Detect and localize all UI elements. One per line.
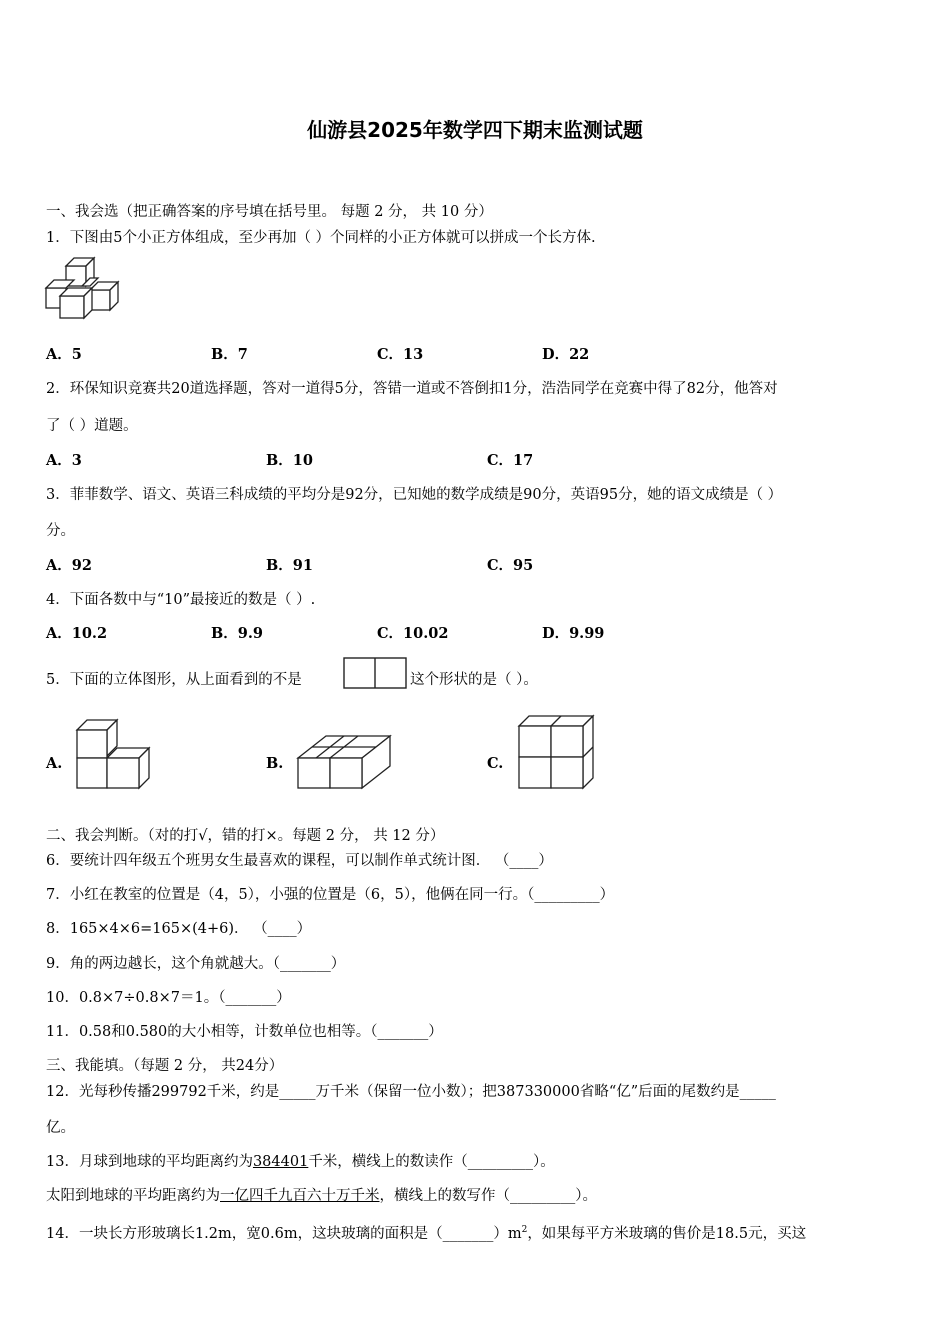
q4-option-d: D．9.99	[542, 625, 605, 642]
question-5-part-a: 5．下面的立体图形，从上面看到的不是	[46, 672, 302, 688]
question-9: 9．角的两边越长，这个角就越大。（_______）	[46, 956, 346, 972]
q5-figure-a	[75, 716, 155, 792]
q13-text-a2: 千米，横线上的数读作（_________）。	[308, 1154, 555, 1170]
question-3-line-2: 分。	[46, 523, 75, 539]
q4-option-c: C．10.02	[377, 625, 449, 642]
q5-figure-c	[517, 714, 597, 792]
question-12-line-1: 12．光每秒传播299792千米，约是_____万千米（保留一位小数）；把387330000省略“亿”后面的尾数约是_____	[46, 1084, 776, 1100]
q4-option-a: A．10.2	[46, 625, 108, 642]
q1-option-a: A．5	[46, 346, 82, 363]
question-3-line-1: 3．菲菲数学、语文、英语三科成绩的平均分是92分，已知她的数学成绩是90分，英语95分，她的语文成绩是（ ）	[46, 487, 783, 503]
question-14	[46, 1220, 806, 1244]
q14-text-b: ，如果每平方米玻璃的售价是18.5元，买这	[527, 1225, 807, 1242]
question-5-part-b: 这个形状的是（ ）。	[410, 672, 538, 688]
question-8: 8．165×4×6=165×(4+6)． （____）	[46, 921, 312, 937]
q5-top-view-shape	[343, 657, 407, 689]
q1-cube-figure	[44, 256, 124, 322]
q5-option-a: A.	[46, 755, 63, 772]
q14-text-a: 14．一块长方形玻璃长1.2m，宽0.6m，这块玻璃的面积是（_______）m	[46, 1225, 522, 1242]
page-title: 仙游县2025年数学四下期末监测试题	[307, 118, 643, 142]
q13-text-a1: 13．月球到地球的平均距离约为	[46, 1154, 253, 1170]
q5-option-b: B.	[266, 755, 284, 772]
q1-option-d: D．22	[542, 346, 590, 363]
question-12-line-2: 亿。	[46, 1120, 75, 1136]
q2-option-c: C．17	[487, 452, 534, 469]
question-2-line-2: 了（ ）道题。	[46, 418, 138, 434]
q4-option-b: B．9.9	[211, 625, 263, 642]
question-2-line-1: 2．环保知识竞赛共20道选择题，答对一道得5分，答错一道或不答倒扣1分，浩浩同学在竞赛中得了82分，他答对	[46, 381, 778, 397]
q1-option-c: C．13	[377, 346, 424, 363]
question-11: 11．0.58和0.580的大小相等，计数单位也相等。（_______）	[46, 1024, 443, 1040]
question-4: 4．下面各数中与“10”最接近的数是（ ）.	[46, 592, 316, 608]
q14-superscript: 2	[521, 1225, 528, 1235]
section-1-heading: 一、我会选（把正确答案的序号填在括号里。 每题 2 分， 共 10 分）	[46, 204, 493, 220]
question-13-line-1	[46, 1152, 555, 1172]
question-7: 7．小红在教室的位置是（4，5），小强的位置是（6，5），他俩在同一行。（_________）	[46, 887, 615, 903]
q2-option-a: A．3	[46, 452, 82, 469]
question-6: 6．要统计四年级五个班男女生最喜欢的课程，可以制作单式统计图． （____）	[46, 853, 553, 869]
q5-option-c: C.	[487, 755, 504, 772]
question-10: 10．0.8×7÷0.8×7＝1。（_______）	[46, 990, 291, 1006]
section-3-heading: 三、我能填。（每题 2 分， 共24分）	[46, 1058, 284, 1074]
q2-option-b: B．10	[266, 452, 313, 469]
q3-option-c: C．95	[487, 557, 534, 574]
q3-option-b: B．91	[266, 557, 313, 574]
q13-underlined-number: 384401	[252, 1154, 309, 1170]
q1-option-b: B．7	[211, 346, 248, 363]
section-2-heading: 二、我会判断。（对的打√，错的打×。每题 2 分， 共 12 分）	[46, 828, 445, 844]
q13-text-b1: 太阳到地球的平均距离约为	[46, 1188, 220, 1204]
question-13-line-2	[46, 1186, 597, 1206]
q13-text-b2: ，横线上的数写作（_________）。	[379, 1188, 597, 1204]
question-1: 1．下图由5个小正方体组成，至少再加（ ）个同样的小正方体就可以拼成一个长方体.	[46, 230, 596, 246]
q5-figure-b	[296, 732, 396, 792]
q3-option-a: A．92	[46, 557, 92, 574]
q13-underlined-words: 一亿四千九百六十万千米	[220, 1188, 380, 1204]
